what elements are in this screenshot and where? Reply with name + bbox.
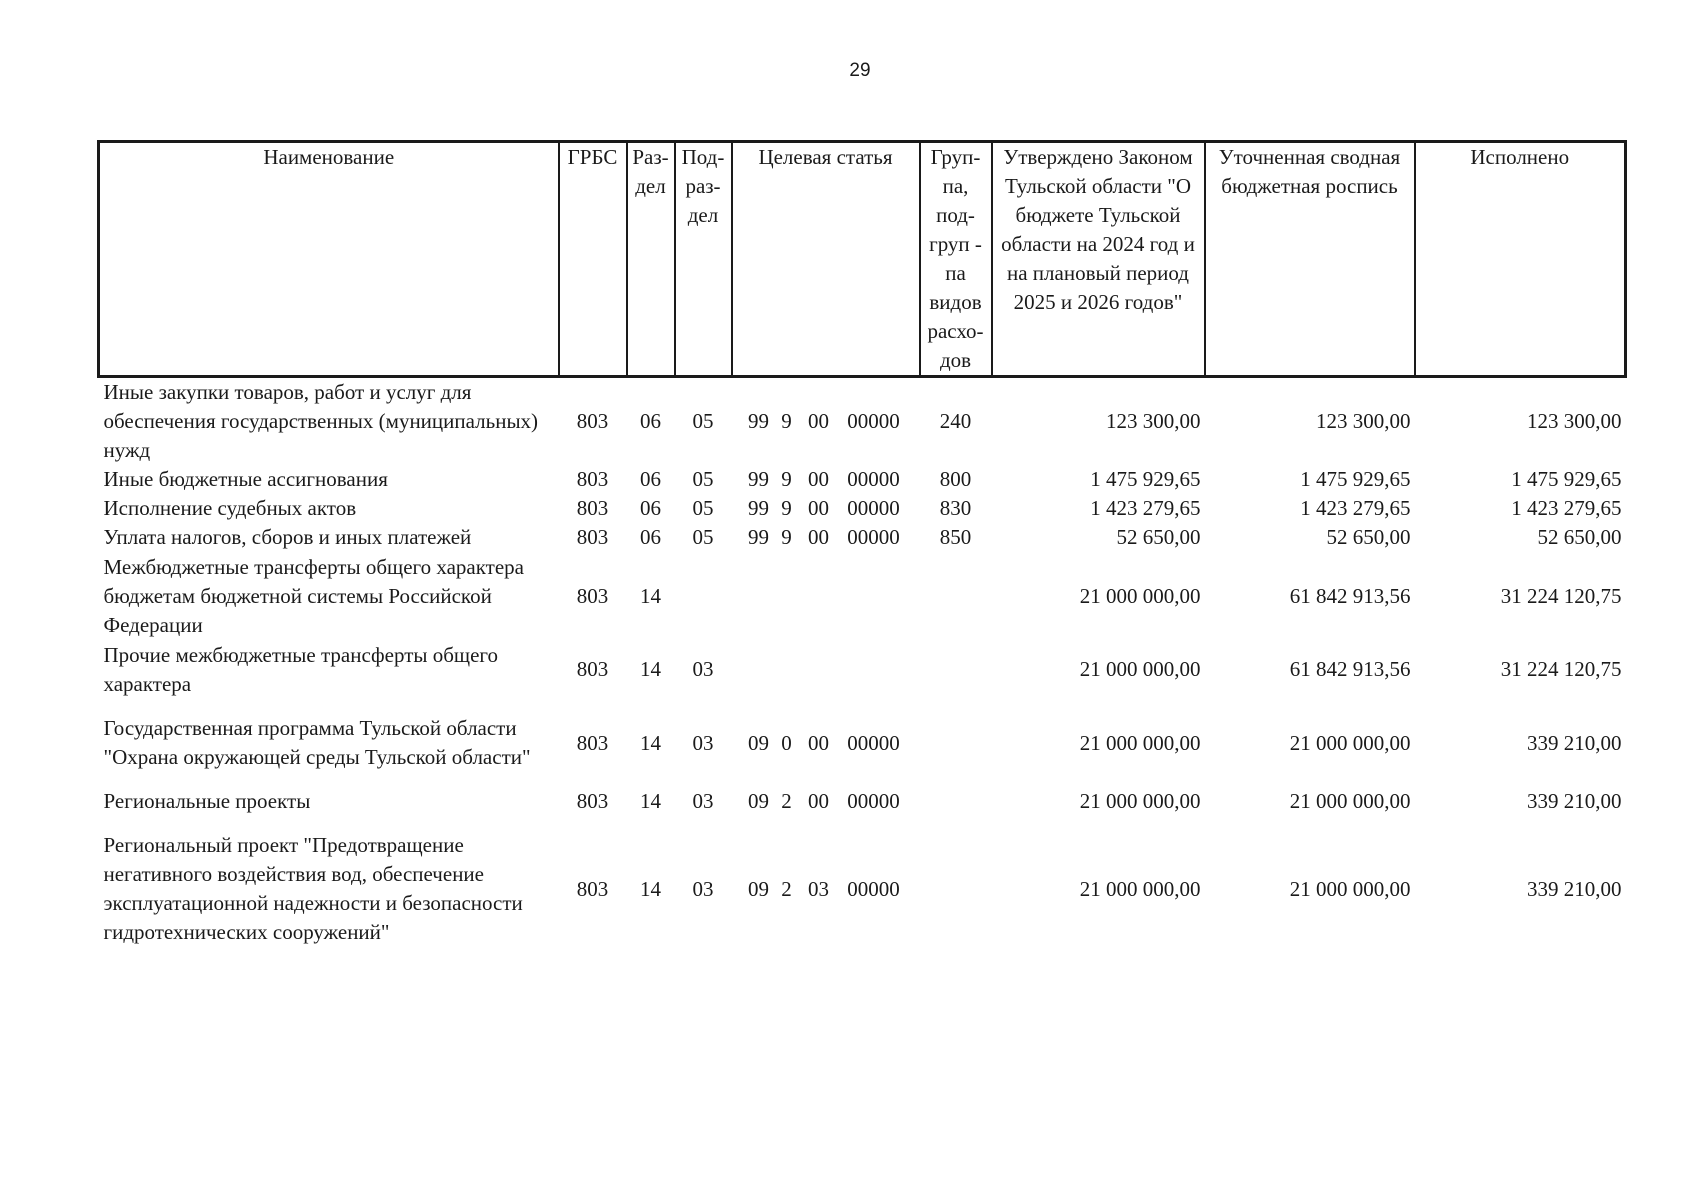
- row-grbs: 803: [576, 409, 609, 433]
- table-row: [99, 494, 1626, 523]
- row-refined-amount: 61 842 913,56: [1289, 657, 1411, 681]
- row-grbs: 803: [576, 583, 609, 608]
- row-approved-amount: 21 000 000,00: [1079, 730, 1201, 755]
- row-razdel: 14: [640, 730, 661, 755]
- target-article-part: 03: [808, 876, 829, 901]
- row-approved-amount: 21 000 000,00: [1079, 876, 1201, 901]
- row-target-article: [732, 552, 920, 640]
- row-approved-amount: 52 650,00: [1116, 525, 1201, 549]
- row-approved-amount: 1 475 929,65: [1090, 467, 1201, 491]
- row-refined-amount: 61 842 913,56: [1289, 583, 1411, 608]
- target-article-part: 00000: [847, 789, 900, 813]
- target-article-part: 00000: [847, 876, 900, 901]
- row-executed-amount: 339 210,00: [1527, 876, 1622, 901]
- target-article-part: 00000: [847, 467, 900, 491]
- row-refined-amount: 52 650,00: [1326, 525, 1411, 549]
- header-razdel: Раз-дел: [627, 142, 675, 377]
- row-name: Региональный проект "Предотвращение негативного воздействия вод, обеспечение эксплуатационной надежности и безопасности гидротехнических сооружений": [103, 833, 523, 944]
- row-executed-amount: 31 224 120,75: [1500, 583, 1622, 608]
- row-expense-group: 240: [939, 409, 972, 433]
- target-article-part: 00: [808, 730, 829, 755]
- row-refined-amount: 21 000 000,00: [1289, 876, 1411, 901]
- table-row: [99, 699, 1626, 787]
- target-article-part: 00: [808, 525, 829, 549]
- header-name: Наименование: [99, 142, 559, 377]
- target-article-part: 99: [748, 525, 769, 549]
- target-article-part: 09: [748, 730, 769, 755]
- target-article-part: 09: [748, 876, 769, 901]
- row-grbs: 803: [576, 789, 609, 813]
- row-approved-amount: 1 423 279,65: [1090, 496, 1201, 520]
- header-approved: Утверждено Законом Тульской области "О бюджете Тульской области на 2024 год и на плановый период 2025 и 2026 годов": [992, 142, 1205, 377]
- row-target-article: [732, 377, 920, 466]
- row-name: Региональные проекты: [103, 789, 311, 813]
- header-row: [99, 142, 1626, 377]
- row-executed-amount: 1 423 279,65: [1511, 496, 1622, 520]
- target-article-part: 2: [781, 876, 792, 901]
- row-approved-amount: 21 000 000,00: [1079, 657, 1201, 681]
- row-target-article: [732, 699, 920, 787]
- row-grbs: 803: [576, 525, 609, 549]
- row-name: Иные бюджетные ассигнования: [103, 467, 388, 491]
- target-article-part: 99: [748, 409, 769, 433]
- target-article-part: 0: [781, 730, 792, 755]
- header-executed: Исполнено: [1415, 142, 1626, 377]
- row-razdel: 06: [640, 496, 661, 520]
- target-article-part: 00: [808, 789, 829, 813]
- table-row: [99, 787, 1626, 816]
- row-refined-amount: 123 300,00: [1316, 409, 1411, 433]
- row-podrazdel: 03: [692, 657, 714, 681]
- target-article-part: 2: [781, 789, 792, 813]
- target-article-part: 99: [748, 467, 769, 491]
- row-podrazdel: 05: [692, 467, 714, 491]
- target-article-part: 09: [748, 789, 769, 813]
- row-approved-amount: 21 000 000,00: [1079, 583, 1201, 608]
- target-article-part: 00: [808, 467, 829, 491]
- row-name: Исполнение судебных актов: [103, 496, 357, 520]
- target-article-part: 00: [808, 409, 829, 433]
- row-approved-amount: 123 300,00: [1106, 409, 1201, 433]
- row-target-article: [732, 816, 920, 962]
- row-refined-amount: 1 423 279,65: [1300, 496, 1411, 520]
- row-razdel: 06: [640, 467, 661, 491]
- row-expense-group: 830: [939, 496, 972, 520]
- row-target-article: [732, 640, 920, 699]
- row-expense-group: [920, 787, 992, 816]
- budget-table: [97, 140, 1627, 962]
- row-podrazdel: 05: [692, 409, 714, 433]
- row-name: Уплата налогов, сборов и иных платежей: [103, 525, 472, 549]
- table-row: [99, 465, 1626, 494]
- header-refined: Уточненная сводная бюджетная роспись: [1205, 142, 1415, 377]
- header-target-article: Целевая статья: [732, 142, 920, 377]
- row-grbs: 803: [576, 876, 609, 901]
- row-executed-amount: 339 210,00: [1527, 789, 1622, 813]
- table-row: [99, 552, 1626, 640]
- table-row: [99, 640, 1626, 699]
- page-number: 29: [849, 60, 871, 81]
- target-article-part: 9: [781, 467, 792, 491]
- row-podrazdel: [675, 552, 732, 640]
- row-grbs: 803: [576, 496, 609, 520]
- header-podrazdel: Под-раз-дел: [675, 142, 732, 377]
- row-podrazdel: 03: [692, 730, 714, 755]
- table-row: [99, 377, 1626, 466]
- target-article-part: 00: [808, 496, 829, 520]
- row-grbs: 803: [576, 730, 609, 755]
- target-article-part: 9: [781, 409, 792, 433]
- row-name: Государственная программа Тульской области "Охрана окружающей среды Тульской области": [103, 716, 531, 769]
- row-razdel: 14: [640, 876, 661, 901]
- target-article-part: 00000: [847, 496, 900, 520]
- row-refined-amount: 1 475 929,65: [1300, 467, 1411, 491]
- row-target-article: [732, 523, 920, 552]
- row-expense-group: [920, 640, 992, 699]
- row-approved-amount: 21 000 000,00: [1079, 789, 1201, 813]
- table-row: [99, 523, 1626, 552]
- row-expense-group: [920, 816, 992, 962]
- row-razdel: 06: [640, 409, 661, 433]
- row-podrazdel: 03: [692, 789, 714, 813]
- table-row: [99, 816, 1626, 962]
- target-article-part: 9: [781, 525, 792, 549]
- table-body: [99, 377, 1626, 963]
- header-expense-group: Груп-па, под-груп - па видов расхо-дов: [920, 142, 992, 377]
- row-razdel: 06: [640, 525, 661, 549]
- row-expense-group: 800: [939, 467, 972, 491]
- row-grbs: 803: [576, 467, 609, 491]
- header-grbs: ГРБС: [559, 142, 627, 377]
- target-article-part: 99: [748, 496, 769, 520]
- row-name: Прочие межбюджетные трансферты общего характера: [103, 642, 498, 696]
- row-podrazdel: 05: [692, 525, 714, 549]
- row-refined-amount: 21 000 000,00: [1289, 789, 1411, 813]
- row-refined-amount: 21 000 000,00: [1289, 730, 1411, 755]
- row-target-article: [732, 787, 920, 816]
- row-grbs: 803: [576, 657, 609, 681]
- row-razdel: 14: [640, 789, 661, 813]
- row-podrazdel: 03: [692, 876, 714, 901]
- row-executed-amount: 123 300,00: [1527, 409, 1622, 433]
- target-article-part: 00000: [847, 730, 900, 755]
- row-name: Межбюджетные трансферты общего характера бюджетам бюджетной системы Российской Федерации: [103, 554, 524, 637]
- row-target-article: [732, 494, 920, 523]
- target-article-part: 00000: [847, 525, 900, 549]
- target-article-part: 9: [781, 496, 792, 520]
- row-expense-group: 850: [939, 525, 972, 549]
- row-razdel: 14: [640, 583, 661, 608]
- target-article-part: 00000: [847, 409, 900, 433]
- row-executed-amount: 52 650,00: [1537, 525, 1622, 549]
- row-podrazdel: 05: [692, 496, 714, 520]
- row-executed-amount: 31 224 120,75: [1500, 657, 1622, 681]
- row-expense-group: [920, 552, 992, 640]
- row-name: Иные закупки товаров, работ и услуг для обеспечения государственных (муниципальных) нужд: [103, 380, 539, 462]
- row-expense-group: [920, 699, 992, 787]
- row-executed-amount: 1 475 929,65: [1511, 467, 1622, 491]
- row-executed-amount: 339 210,00: [1527, 730, 1622, 755]
- row-target-article: [732, 465, 920, 494]
- row-razdel: 14: [640, 657, 661, 681]
